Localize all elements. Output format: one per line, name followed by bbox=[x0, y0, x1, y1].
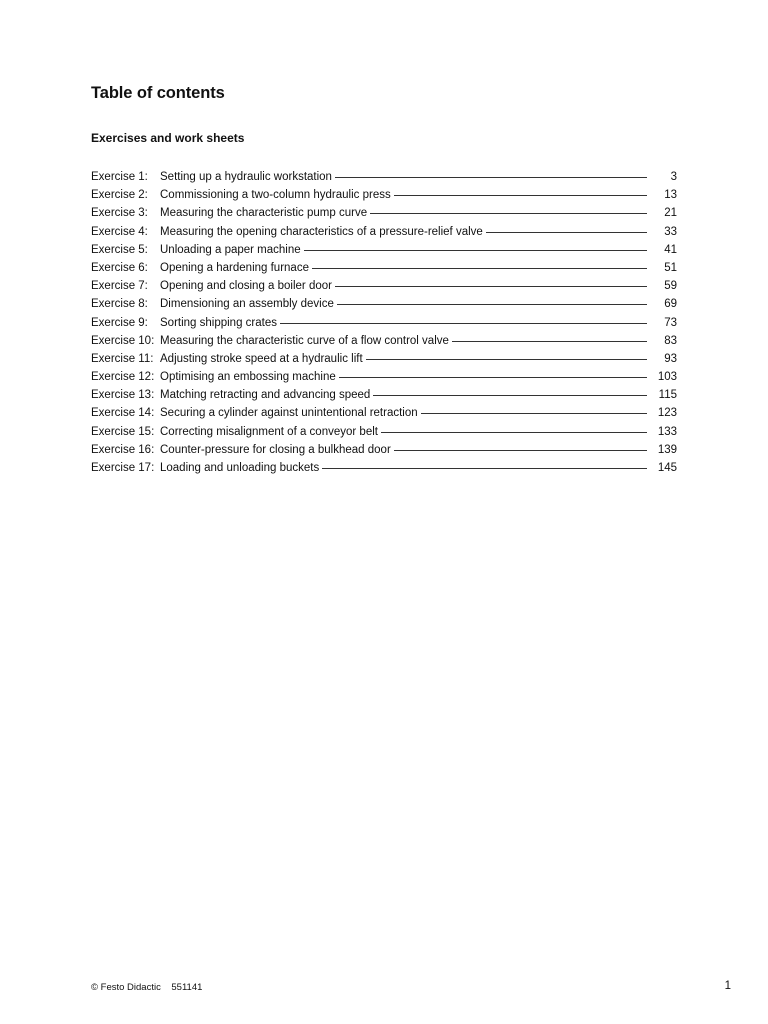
toc-entry-label: Exercise 3: bbox=[91, 207, 148, 220]
toc-entry[interactable] bbox=[91, 423, 677, 441]
toc-entry-title: Measuring the characteristic pump curve bbox=[160, 207, 368, 220]
toc-entry-title: Matching retracting and advancing speed bbox=[160, 389, 371, 402]
footer-page-number: 1 bbox=[724, 980, 731, 992]
toc-leader-line bbox=[312, 268, 647, 269]
toc-leader-line bbox=[394, 195, 647, 196]
toc-entry-label: Exercise 13: bbox=[91, 389, 155, 402]
toc-entry-page: 93 bbox=[664, 352, 677, 365]
toc-entry[interactable] bbox=[91, 368, 677, 386]
toc-entry[interactable] bbox=[91, 223, 677, 241]
toc-leader-line bbox=[394, 450, 647, 451]
toc-entry[interactable] bbox=[91, 350, 677, 368]
toc-entry-page: 69 bbox=[664, 298, 677, 311]
toc-entry-title: Unloading a paper machine bbox=[160, 243, 301, 256]
toc-entry[interactable] bbox=[91, 441, 677, 459]
toc-entry-label: Exercise 6: bbox=[91, 261, 148, 274]
toc-entry-title: Dimensioning an assembly device bbox=[160, 298, 334, 311]
footer-copyright-text: © Festo Didactic bbox=[91, 982, 161, 993]
toc-entry-page: 21 bbox=[664, 207, 677, 220]
toc-entry[interactable] bbox=[91, 459, 677, 477]
toc-entry-title: Measuring the opening characteristics of a pressure-relief valve bbox=[160, 225, 483, 238]
toc-entry-page: 3 bbox=[670, 171, 677, 183]
toc-entry-label: Exercise 4: bbox=[91, 225, 148, 238]
toc-entry[interactable] bbox=[91, 168, 677, 186]
toc-entry-page: 115 bbox=[658, 389, 677, 402]
toc-entry[interactable] bbox=[91, 314, 677, 332]
toc-entry-page: 59 bbox=[664, 280, 677, 293]
toc-entry-page: 51 bbox=[664, 261, 677, 274]
toc-entry-page: 41 bbox=[664, 243, 677, 256]
toc-entry-page: 145 bbox=[657, 462, 677, 474]
toc-entry[interactable] bbox=[91, 259, 677, 277]
toc-leader-line bbox=[421, 413, 647, 414]
toc-entry-label: Exercise 14: bbox=[91, 407, 155, 420]
section-title: Exercises and work sheets bbox=[91, 131, 245, 145]
toc-entry[interactable] bbox=[91, 386, 677, 404]
toc-entry-label: Exercise 17: bbox=[91, 462, 155, 474]
toc-entry-title: Setting up a hydraulic workstation bbox=[160, 171, 332, 183]
toc-entry-title: Correcting misalignment of a conveyor belt bbox=[160, 425, 378, 438]
toc-entry[interactable] bbox=[91, 295, 677, 313]
toc-entry-label: Exercise 7: bbox=[91, 280, 148, 293]
toc-leader-line bbox=[370, 213, 647, 214]
toc-leader-line bbox=[381, 432, 647, 433]
toc-leader-line bbox=[335, 286, 647, 287]
toc-entry-label: Exercise 5: bbox=[91, 243, 148, 256]
toc-entry-title: Opening a hardening furnace bbox=[160, 261, 309, 274]
toc-entry-page: 123 bbox=[657, 407, 677, 420]
toc-entry-page: 33 bbox=[664, 225, 677, 238]
toc-entry-label: Exercise 12: bbox=[91, 371, 155, 384]
toc-entry[interactable] bbox=[91, 186, 677, 204]
toc-leader-line bbox=[486, 232, 647, 233]
footer-doc-number: 551141 bbox=[171, 982, 203, 993]
table-of-contents bbox=[91, 168, 677, 477]
toc-entry[interactable] bbox=[91, 277, 677, 295]
toc-entry-title: Optimising an embossing machine bbox=[160, 371, 336, 384]
toc-entry[interactable] bbox=[91, 204, 677, 222]
toc-entry-page: 13 bbox=[664, 189, 677, 202]
toc-leader-line bbox=[304, 250, 647, 251]
toc-entry-label: Exercise 10: bbox=[91, 334, 155, 347]
toc-entry-title: Sorting shipping crates bbox=[160, 316, 277, 329]
toc-entry-label: Exercise 11: bbox=[91, 352, 154, 365]
toc-entry-label: Exercise 8: bbox=[91, 298, 148, 311]
toc-entry-label: Exercise 1: bbox=[91, 171, 148, 183]
toc-leader-line bbox=[452, 341, 647, 342]
footer-copyright bbox=[91, 982, 202, 993]
toc-leader-line bbox=[337, 304, 647, 305]
toc-entry-page: 73 bbox=[664, 316, 677, 329]
toc-leader-line bbox=[373, 395, 647, 396]
toc-entry[interactable] bbox=[91, 332, 677, 350]
toc-leader-line bbox=[322, 468, 647, 469]
toc-entry-page: 83 bbox=[664, 334, 677, 347]
toc-entry-title: Adjusting stroke speed at a hydraulic lift bbox=[160, 352, 363, 365]
toc-leader-line bbox=[280, 323, 647, 324]
toc-leader-line bbox=[366, 359, 647, 360]
toc-entry-page: 103 bbox=[657, 371, 677, 384]
toc-entry-label: Exercise 16: bbox=[91, 443, 155, 456]
toc-entry-title: Loading and unloading buckets bbox=[160, 462, 320, 474]
toc-entry[interactable] bbox=[91, 241, 677, 259]
toc-entry-label: Exercise 15: bbox=[91, 425, 155, 438]
toc-entry-title: Commissioning a two-column hydraulic press bbox=[160, 189, 391, 202]
toc-leader-line bbox=[335, 177, 647, 178]
toc-entry-label: Exercise 9: bbox=[91, 316, 148, 329]
toc-entry-title: Opening and closing a boiler door bbox=[160, 280, 332, 293]
toc-entry-label: Exercise 2: bbox=[91, 189, 148, 202]
page-title: Table of contents bbox=[91, 84, 225, 102]
toc-entry-title: Securing a cylinder against unintentional retraction bbox=[160, 407, 418, 420]
toc-leader-line bbox=[339, 377, 647, 378]
toc-entry-page: 139 bbox=[657, 443, 677, 456]
toc-entry-title: Measuring the characteristic curve of a flow control valve bbox=[160, 334, 449, 347]
toc-entry-page: 133 bbox=[657, 425, 677, 438]
toc-entry[interactable] bbox=[91, 404, 677, 422]
toc-entry-title: Counter-pressure for closing a bulkhead door bbox=[160, 443, 391, 456]
